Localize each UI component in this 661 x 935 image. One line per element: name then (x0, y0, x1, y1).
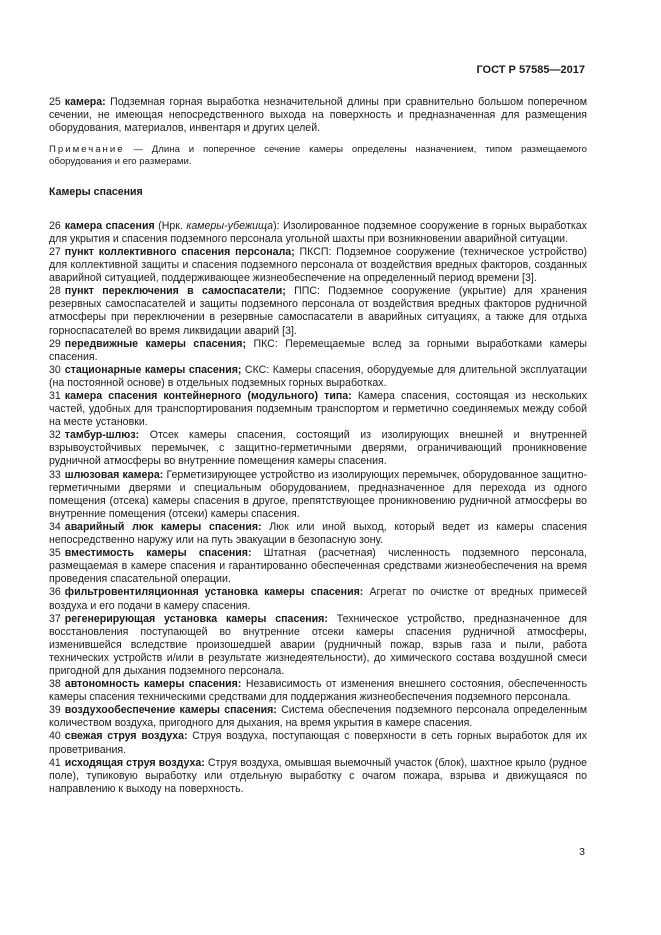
entry-number: 34 (49, 520, 61, 533)
entry-term: камера: (64, 96, 106, 108)
entry-term: свежая струя воздуха: (64, 730, 188, 743)
entry-term: автономность камеры спасения: (64, 678, 242, 691)
entry-definition: Струя воздуха, омывшая выемочный участок (блок), шахтное крыло (рудное поле), тупиковую выработку или отдельную выработку с очагом пожара, взрыва и движущаяся по направлению к выходу на поверхность. (49, 756, 587, 795)
term-entry (49, 390, 587, 429)
term-entry (49, 730, 587, 756)
term-entry (49, 678, 587, 704)
entry-definition: Агрегат по очистке от вредных примесей воздуха и его подачи в камеру спасения. (49, 586, 587, 612)
note (49, 144, 587, 168)
entry-term: камера спасения контейнерного (модульного) типа: (64, 390, 352, 402)
entry-term: пункт коллективного спасения персонала; (64, 245, 295, 258)
term-entry-25 (49, 96, 587, 135)
document-code: ГОСТ Р 57585—2017 (476, 64, 585, 76)
entry-term: регенерирующая установка камеры спасения: (64, 612, 328, 625)
term-entry (49, 757, 587, 796)
entry-number: 33 (49, 468, 61, 481)
term-entry (49, 469, 587, 521)
entry-definition: Люк или иной выход, который ведет из камеры спасения непосредственно наружу или на путь эвакуации в безопасную зону. (49, 520, 587, 547)
term-entry (49, 586, 587, 612)
entry-definition: ): Изолированное подземное сооружение в горных выработках для укрытия и спасения подземного персонала угольной шахты при возникновении аварийной ситуации. (49, 219, 587, 245)
entry-number: 26 (49, 219, 61, 232)
term-entry (49, 547, 587, 586)
page-number: 3 (579, 846, 585, 858)
entry-number: 25 (49, 96, 61, 108)
term-entry (49, 429, 587, 468)
entry-definition: ПКСП: Подземное сооружение (техническое устройство) для коллективной защиты и спасения подземного персонала от воздействия вредных факторов, созданных аварийной ситуацией, поддерживающее жизнеобеспечение на определенный период времени [3]. (49, 245, 588, 285)
term-entry-26 (49, 220, 587, 246)
entry-definition: Герметизирующее устройство из изолирующих перемычек, оборудованное защитно-герметичными дверями и специальным оборудованием, предназначенное для перехода из одного помещения (отсека) камеры спасения в другое, препятствующее проникновению рудничной атмосферы во внутренние помещения (отсеки) камеры спасения. (49, 468, 587, 520)
entry-definition: ПКС: Перемещаемые вслед за горными выработками камеры спасения. (49, 337, 588, 363)
entry-term: стационарные камеры спасения; (64, 363, 242, 376)
entry-definition: СКС: Камеры спасения, оборудуемые для длительной эксплуатации (на постоянной основе) в отдельных подземных горных выработках. (49, 363, 587, 389)
term-entry (49, 285, 587, 337)
entry-deprecated-term: камеры-убежища (186, 219, 274, 232)
section-title: Камеры спасения (49, 185, 143, 198)
entry-number: 29 (49, 337, 61, 350)
document-body (49, 96, 587, 796)
entry-definition: Штатная (расчетная) численность подземного персонала, размещаемая в камере спасения и гарантированно обеспеченная средствами жизнеобеспечения на время проведения спасательной операции. (49, 547, 587, 586)
entry-term: аварийный люк камеры спасения: (64, 520, 262, 533)
entry-definition: Независимость от изменения внешнего состояния, обеспеченность камеры спасения техническими средствами для поддержания жизнеобеспечения подземного персонала. (49, 678, 587, 704)
entry-number: 27 (49, 245, 61, 258)
entry-definition: Подземная горная выработка незначительной длины при сравнительно большом поперечном сечении, не имеющая непосредственного выхода на поверхность и предназначенная для размещения оборудования, материалов, инвентаря и других целей. (49, 96, 587, 135)
entry-definition: Техническое устройство, предназначенное для восстановления поступающей во внутренние отсеки камеры спасения рудничной атмосферы, изменившейся вследствие произошедшей аварии (рудничный пожар, взрыв газа и пыли, работа технических устройств и/или в результате жизнедеятельности), до химического состава воздушной смеси пригодной для дыхания подземного персонала. (49, 612, 588, 677)
entry-number: 30 (49, 363, 61, 376)
entry-number: 41 (49, 756, 61, 769)
entry-definition: ППС: Подземное сооружение (укрытие) для хранения резервных самоспасателей и защиты подземного персонала от воздействия вредных факторов рудничной атмосферы при переключении в резервные самоспасатели в аварийных ситуациях, а также для отдыха горноспасателей во время ликвидации аварий [3]. (49, 285, 587, 337)
entry-term: тамбур-шлюз: (64, 429, 140, 442)
entry-number: 36 (49, 586, 61, 599)
entry-number: 31 (49, 390, 61, 402)
entry-number: 38 (49, 678, 61, 691)
entry-term: исходящая струя воздуха: (64, 756, 205, 769)
entry-number: 37 (49, 612, 61, 625)
entry-term: воздухообеспечение камеры спасения: (64, 704, 277, 717)
entry-term: шлюзовая камера: (64, 468, 164, 481)
entry-number: 40 (49, 730, 61, 743)
entry-number: 32 (49, 429, 61, 442)
entry-number: 39 (49, 704, 61, 717)
entry-definition: Камера спасения, состоящая из нескольких частей, удобных для транспортирования подземным транспортом и герметично соединяемых между собой на месте установки. (49, 390, 587, 429)
term-entry (49, 613, 587, 678)
entry-term: фильтровентиляционная установка камеры спасения: (64, 586, 364, 599)
term-entry (49, 704, 587, 730)
entry-term: камера спасения (64, 219, 155, 232)
entry-term: пункт переключения в самоспасатели; (64, 285, 286, 298)
entry-number: 28 (49, 285, 61, 298)
entry-term: передвижные камеры спасения; (64, 337, 247, 350)
entry-definition: Система обеспечения подземного персонала определенным количеством воздуха, пригодного для дыхания, на время укрытия в камере спасения. (49, 704, 587, 730)
entry-definition: Струя воздуха, поступающая с поверхности в сеть горных выработок для их проветривания. (49, 730, 587, 756)
entry-pre: (Нрк. (154, 219, 187, 232)
term-entry (49, 246, 587, 285)
term-entry (49, 521, 587, 547)
term-entry (49, 338, 587, 364)
entry-definition: Отсек камеры спасения, состоящий из изолирующих внешней и внутренней взрывоустойчивых перемычек, с защитно-герметичными дверями, ограничивающий проникновение рудничной атмосферы во внутренние помещения камеры спасения. (49, 429, 587, 468)
term-entry (49, 364, 587, 390)
entry-number: 35 (49, 547, 61, 560)
note-label: Примечание (49, 144, 125, 156)
entry-term: вместимость камеры спасения: (64, 547, 252, 560)
note-text: — Длина и поперечное сечение камеры определены назначением, типом размещаемого оборудования и его размерами. (49, 144, 587, 168)
